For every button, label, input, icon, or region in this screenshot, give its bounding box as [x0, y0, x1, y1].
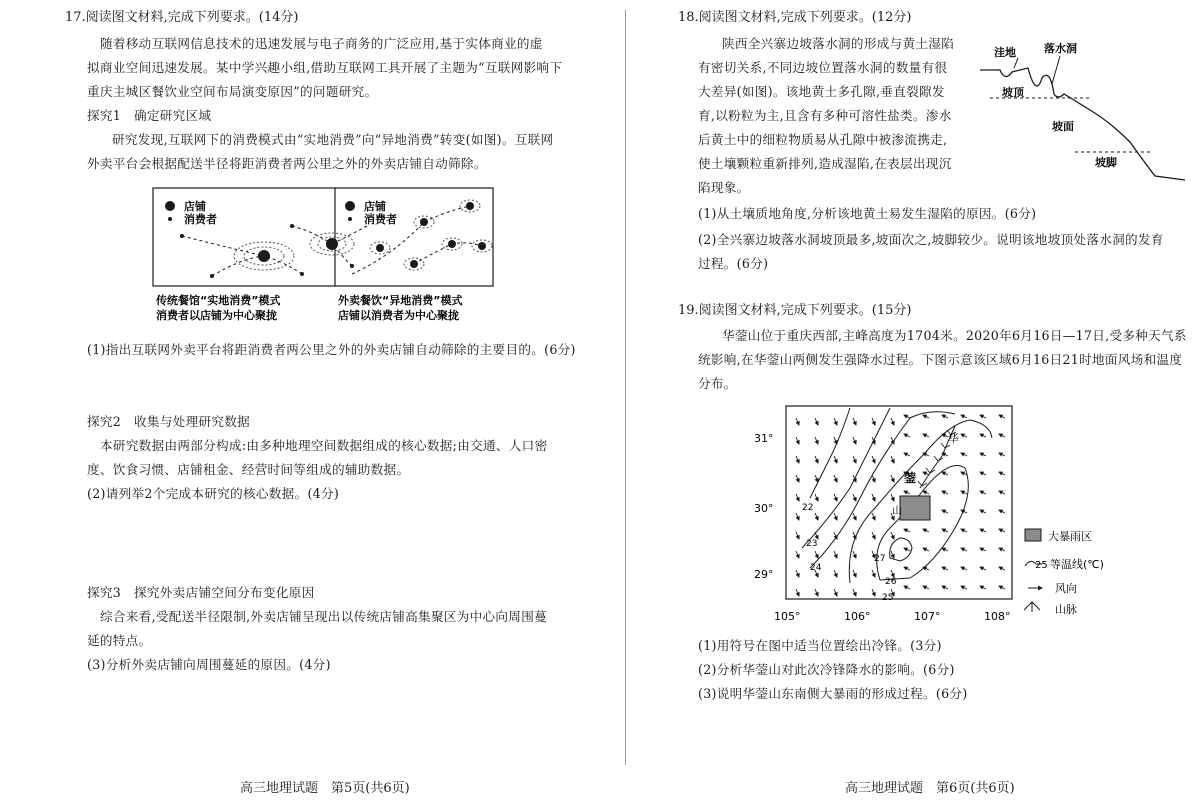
shop-legend-icon [345, 201, 355, 211]
explore2-text: 本研究数据由两部分构成:由多种地理空间数据组成的核心数据;由交通、人口密 [100, 438, 548, 453]
wind-arrow [923, 472, 929, 475]
wind-arrow [796, 437, 799, 444]
isotherm-26 [877, 466, 969, 581]
wind-arrow [872, 494, 875, 501]
isotherm-label: 25 [882, 593, 894, 603]
right-page [665, 0, 1185, 806]
wind-arrow [853, 570, 856, 577]
wind-arrow [891, 418, 894, 425]
wind-arrow [815, 494, 818, 501]
wind-arrow [796, 589, 799, 596]
wind-arrow [853, 513, 856, 520]
wind-arrow [904, 491, 910, 494]
wind-arrow [904, 453, 910, 456]
q19-text-line: 分布。 [698, 376, 737, 391]
wind-arrow [872, 456, 875, 463]
wind-arrow [942, 548, 948, 551]
traditional-shop [234, 233, 354, 270]
consumer-paths [182, 226, 367, 276]
wind-arrow [904, 567, 910, 570]
wind-arrow [815, 551, 818, 558]
wind-arrow [999, 510, 1005, 513]
mountain-char: 蓥 [904, 471, 917, 485]
footer-page-5: 高三地理试题 第5页(共6页) [240, 781, 410, 796]
wind-arrow [834, 418, 837, 425]
wind-arrow [853, 589, 856, 596]
wind-arrow [961, 586, 967, 589]
wind-arrow [980, 472, 986, 475]
wind-arrow [923, 586, 929, 589]
label-slope-foot: 坡脚 [1095, 156, 1117, 169]
wind-arrow [961, 491, 967, 494]
slope-profile-figure [980, 38, 1185, 188]
explore1-text: 外卖平台会根据配送半径将距消费者两公里之外的外卖店铺自动筛除。 [87, 156, 487, 171]
wind-arrow [904, 548, 910, 551]
wind-arrow [891, 551, 894, 558]
wind-arrow [942, 472, 948, 475]
isotherm-22 [810, 408, 850, 498]
wind-arrow [961, 453, 967, 456]
wind-arrow [796, 494, 799, 501]
wind-arrow [815, 437, 818, 444]
lat-label: 31° [754, 432, 774, 445]
wind-arrow [796, 475, 799, 482]
wind-arrow [815, 475, 818, 482]
label-slope-top: 坡顶 [1002, 86, 1024, 99]
mountain-char: 山 [892, 506, 902, 517]
wind-arrow [999, 491, 1005, 494]
explore3-text: 延的特点。 [87, 633, 152, 648]
q17-intro-line: 重庆主城区餐饮业空间布局演变原因”的问题研究。 [87, 84, 378, 99]
wind-arrow [942, 415, 948, 418]
wind-arrow [891, 570, 894, 577]
isotherm-label: 24 [810, 563, 822, 573]
explore2-text: 度、饮食习惯、店铺租金、经营时间等组成的辅助数据。 [87, 462, 410, 477]
wind-arrow [980, 434, 986, 437]
wind-arrow [980, 453, 986, 456]
isotherm-label: 23 [806, 539, 818, 549]
q18-sub2-cont: 过程。(6分) [698, 256, 769, 271]
wind-arrow [942, 510, 948, 513]
consumer-legend-icon [348, 217, 352, 221]
wind-arrow [999, 548, 1005, 551]
wind-arrow [942, 586, 948, 589]
wind-arrow [980, 529, 986, 532]
wind-arrow [904, 434, 910, 437]
wind-arrow [980, 567, 986, 570]
wind-arrow [999, 529, 1005, 532]
legend-rain-label: 大暴雨区 [1048, 530, 1092, 543]
sinkhole-pointer [1052, 56, 1060, 84]
q18-heading: 18.阅读图文材料,完成下列要求。(12分) [678, 10, 912, 25]
lon-label: 105° [774, 610, 801, 623]
wind-arrow [904, 586, 910, 589]
heavy-rain-area [900, 496, 930, 520]
lon-label: 107° [914, 610, 941, 623]
wind-arrow [980, 415, 986, 418]
explore3-text: 综合来看,受配送半径限制,外卖店铺呈现出以传统店铺高集聚区为中心向周围蔓 [100, 609, 547, 624]
q18-text-line: 使土壤颗粒重新排列,造成湿陷,在表层出现沉 [698, 156, 952, 171]
wind-arrow [961, 567, 967, 570]
q18-sub2: (2)全兴寨边坡落水洞坡顶最多,坡面次之,坡脚较少。说明该地坡顶处落水洞的发育 [698, 232, 1164, 247]
wind-arrow [815, 456, 818, 463]
caption-takeout-1: 外卖餐饮“异地消费”模式 [338, 294, 463, 307]
wind-arrow [796, 513, 799, 520]
lat-label: 30° [754, 502, 774, 515]
wind-arrow [891, 475, 894, 482]
caption-traditional-1: 传统餐馆“实地消费”模式 [156, 294, 281, 307]
wind-arrow [834, 570, 837, 577]
q17-sub2: (2)请列举2个完成本研究的核心数据。(4分) [87, 486, 340, 501]
consumer-legend-icon [168, 217, 172, 221]
q18-text-line: 陕西全兴寨边坡落水洞的形成与黄土湿陷 [722, 36, 955, 51]
wind-arrow [999, 567, 1005, 570]
legend-isotherm-number: 25 [1035, 560, 1048, 571]
wind-arrow [999, 434, 1005, 437]
label-slope-face: 坡面 [1052, 120, 1074, 133]
explore3-title: 探究3 探究外卖店铺空间分布变化原因 [87, 585, 315, 600]
wind-arrow [872, 570, 875, 577]
wind-arrow [961, 529, 967, 532]
caption-traditional-2: 消费者以店铺为中心聚拢 [156, 309, 277, 322]
wind-arrow [796, 570, 799, 577]
label-sinkhole: 落水洞 [1044, 42, 1077, 55]
isotherm-24 [810, 412, 955, 568]
wind-arrow [834, 475, 837, 482]
wind-arrow [815, 418, 818, 425]
q18-text-line: 育,以粉粒为主,且含有多种可溶性盐类。渗水 [698, 108, 952, 123]
q19-text-line: 统影响,在华蓥山两侧发生强降水过程。下图示意该区域6月16日21时地面风场和温度 [698, 352, 1183, 367]
wind-arrow [923, 529, 929, 532]
wind-arrow [980, 510, 986, 513]
wind-arrow [796, 551, 799, 558]
wind-arrow [872, 418, 875, 425]
wind-arrow [980, 491, 986, 494]
q17-heading: 17.阅读图文材料,完成下列要求。(14分) [65, 10, 299, 25]
wind-arrow [942, 491, 948, 494]
lon-label: 106° [844, 610, 871, 623]
legend-mountain-symbol [1024, 602, 1040, 612]
q17-sub3: (3)分析外卖店铺向周围蔓延的原因。(4分) [87, 657, 331, 672]
wind-arrow [853, 437, 856, 444]
wind-arrow [796, 456, 799, 463]
wind-arrow [904, 415, 910, 418]
q18-text-line: 后黄土中的细粒物质易从孔隙中被渗流携走, [698, 132, 948, 147]
q18-text-line: 陷现象。 [698, 180, 750, 195]
wind-arrow [796, 532, 799, 539]
legend-shop-label: 店铺 [364, 200, 386, 213]
q18-text-line: 有密切关系,不同边坡位置落水洞的数量有很 [698, 60, 948, 75]
wind-arrow [872, 532, 875, 539]
wind-arrow [999, 472, 1005, 475]
wind-arrow [891, 456, 894, 463]
wind-arrow [834, 589, 837, 596]
wind-arrow [980, 586, 986, 589]
wind-arrow [834, 456, 837, 463]
q17-intro-line: 随着移动互联网信息技术的迅速发展与电子商务的广泛应用,基于实体商业的虚 [100, 36, 543, 51]
wind-arrow [961, 415, 967, 418]
wind-arrow [999, 586, 1005, 589]
wind-arrow [872, 475, 875, 482]
explore1-title: 探究1 确定研究区域 [87, 108, 212, 123]
wind-arrow [891, 532, 894, 539]
legend-mountain-label: 山脉 [1055, 603, 1077, 616]
wind-arrow [853, 494, 856, 501]
consumption-mode-figure [152, 186, 497, 326]
wind-arrow [796, 418, 799, 425]
q19-heading: 19.阅读图文材料,完成下列要求。(15分) [678, 303, 912, 318]
isotherm-23 [802, 408, 890, 548]
q17-intro-line: 拟商业空间迅速发展。某中学兴趣小组,借助互联网工具开展了主题为“互联网影响下 [87, 60, 563, 75]
lon-label: 108° [984, 610, 1011, 623]
isotherm-label: 22 [802, 503, 814, 513]
slope-surface [980, 68, 1185, 180]
legend-isotherm-label: 等温线(℃) [1050, 558, 1104, 571]
wind-arrow [815, 513, 818, 520]
q19-sub1: (1)用符号在图中适当位置绘出冷锋。(3分) [698, 638, 942, 653]
wind-arrow [961, 548, 967, 551]
wind-arrow [853, 418, 856, 425]
wind-arrow [853, 551, 856, 558]
wind-arrow [980, 548, 986, 551]
wind-arrow [999, 415, 1005, 418]
wind-arrow [942, 529, 948, 532]
wind-arrow [923, 434, 929, 437]
label-depression: 洼地 [994, 46, 1016, 59]
footer-page-6: 高三地理试题 第6页(共6页) [845, 781, 1015, 796]
wind-arrow [961, 434, 967, 437]
wind-arrow [942, 567, 948, 570]
shop-legend-icon [165, 201, 175, 211]
wind-arrow [923, 491, 929, 494]
wind-arrow [999, 453, 1005, 456]
left-page [60, 0, 580, 806]
isotherm-27 [890, 538, 912, 561]
weather-map [750, 398, 1110, 630]
wind-arrow [872, 513, 875, 520]
wind-arrow [961, 510, 967, 513]
mountain-char: 华 [948, 432, 959, 445]
isotherm-label: 26 [885, 577, 897, 587]
q19-sub3: (3)说明华蓥山东南侧大暴雨的形成过程。(6分) [698, 686, 968, 701]
wind-arrow [834, 494, 837, 501]
q17-sub1: (1)指出互联网外卖平台将距消费者两公里之外的外卖店铺自动筛除的主要目的。(6分) [87, 342, 576, 357]
wind-arrow [834, 513, 837, 520]
q18-text-line: 大差异(如图)。该地黄土多孔隙,垂直裂隙发 [698, 84, 945, 99]
depression-pointer [1014, 58, 1018, 68]
wind-arrow [872, 589, 875, 596]
wind-arrow [891, 494, 894, 501]
wind-arrow [834, 551, 837, 558]
explore1-text: 研究发现,互联网下的消费模式由“实地消费”向“异地消费”转变(如图)。互联网 [112, 132, 554, 147]
legend-wind-label: 风向 [1055, 582, 1077, 595]
legend-consumer-label: 消费者 [184, 213, 217, 226]
isotherm-label: 27 [874, 554, 886, 564]
q19-sub2: (2)分析华蓥山对此次冷锋降水的影响。(6分) [698, 662, 955, 677]
wind-arrow [815, 589, 818, 596]
legend-shop-label: 店铺 [184, 200, 206, 213]
legend-consumer-label: 消费者 [364, 213, 397, 226]
takeout-shop-rings [370, 200, 492, 270]
q18-sub1: (1)从土壤质地角度,分析该地黄土易发生湿陷的原因。(6分) [698, 206, 1037, 221]
wind-arrow [853, 456, 856, 463]
explore2-title: 探究2 收集与处理研究数据 [87, 414, 251, 429]
isotherms [802, 408, 992, 583]
wind-arrow [923, 548, 929, 551]
page-divider [625, 10, 626, 765]
q19-text-line: 华蓥山位于重庆西部,主峰高度为1704米。2020年6月16日—17日,受多种天气系 [722, 328, 1187, 343]
legend-rain-swatch [1025, 529, 1041, 541]
lat-label: 29° [754, 568, 774, 581]
caption-takeout-2: 店铺以消费者为中心聚拢 [338, 309, 459, 322]
wind-arrow [923, 415, 929, 418]
wind-arrow [904, 529, 910, 532]
